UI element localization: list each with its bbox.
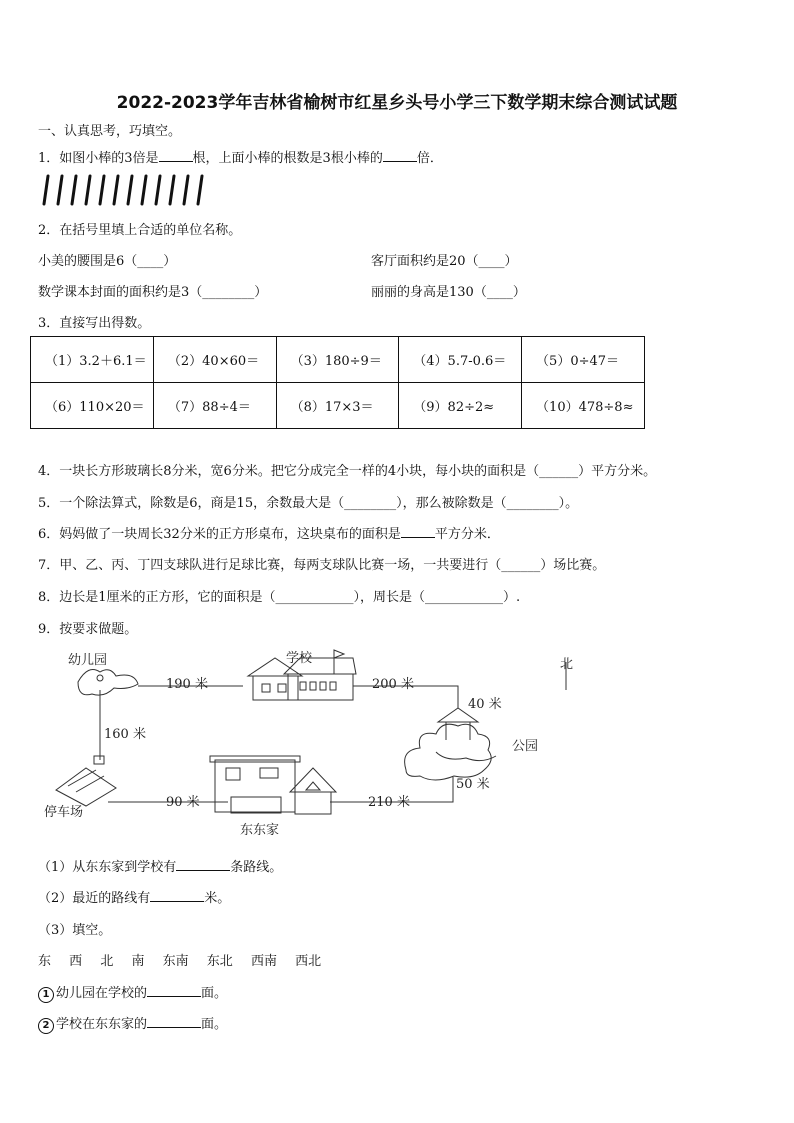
q9-sub2 [38,887,230,906]
question-3-stem: 3．直接写出得数。 [38,316,151,331]
q9-sub1-text-a: （1）从东东家到学校有 [38,860,177,875]
q2-item: 数学课本封面的面积约是3（________） [38,285,268,300]
q1-text-b: 根，上面小棒的根数是3根小棒的 [192,151,383,166]
circled-number-1: 1 [38,987,54,1003]
label-d210: 210 米 [368,795,410,810]
q9-sub1-blank[interactable] [176,859,230,871]
q9-sub2-text-a: （2）最近的路线有 [38,891,151,906]
calc-cell: （3）180÷9＝ [276,337,399,383]
label-kindergarten: 幼儿园 [68,653,108,668]
direction-word: 西 [69,954,83,969]
fill2-blank[interactable] [147,1016,201,1028]
calc-table [30,336,645,429]
stick [114,176,118,204]
label-d200: 200 米 [372,677,414,692]
q9-sub1 [38,856,282,875]
q6-text-a: 6．妈妈做了一块周长32分米的正方形桌布，这块桌布的面积是 [38,527,401,542]
question-5: 5．一个除法算式，除数是6，商是15，余数最大是（________），那么被除数是（________）。 [38,496,579,511]
calc-cell: （4）5.7-0.6＝ [399,337,522,383]
direction-word: 北 [100,954,114,969]
kindergarten-icon [78,670,138,702]
fill2-text-b: 面。 [201,1017,228,1032]
q6-text-b: 平方分米． [434,527,500,542]
stick [156,176,160,204]
fill2-text-a: 学校在东东家的 [56,1017,148,1032]
calc-cell: （9）82÷2≈ [399,383,522,429]
stick [86,176,90,204]
question-4: 4．一块长方形玻璃长8分米，宽6分米。把它分成完全一样的4小块，每小块的面积是（______）平方分米。 [38,464,657,479]
direction-word: 东 [38,954,52,969]
q9-sub2-text-b: 米。 [204,891,231,906]
calc-cell: （10）478÷8≈ [522,383,645,429]
stick [128,176,132,204]
label-school: 学校 [286,651,313,666]
direction-word: 西北 [295,954,322,969]
stick [58,176,62,204]
fill1-blank[interactable] [147,985,201,997]
q6-blank[interactable] [401,526,435,538]
label-d40: 40 米 [468,697,502,712]
question-1 [38,147,443,166]
q2-item: 丽丽的身高是130（____） [371,285,526,300]
calc-cell: （2）40×60＝ [153,337,276,383]
question-2-stem: 2．在括号里填上合适的单位名称。 [38,223,242,238]
q1-blank-2[interactable] [383,150,417,162]
stick [184,176,188,204]
stick [170,176,174,204]
page-title: 2022-2023学年吉林省榆树市红星乡头号小学三下数学期末综合测试试题 [116,93,678,113]
direction-words [38,950,335,969]
label-north: 北 [560,657,574,672]
fill1-text-b: 面。 [201,986,228,1001]
label-d50: 50 米 [456,777,490,792]
q9-sub2-blank[interactable] [150,890,204,902]
stick [72,176,76,204]
direction-word: 东北 [206,954,233,969]
direction-word: 东南 [162,954,189,969]
label-d190: 190 米 [166,677,208,692]
parking-icon [56,756,116,806]
table-row [31,337,645,383]
label-park: 公园 [512,739,539,754]
question-7: 7．甲、乙、丙、丁四支球队进行足球比赛，每两支球队比赛一场，一共要进行（______）场比赛。 [38,558,606,573]
q9-sub1-text-b: 条路线。 [230,860,283,875]
q2-item: 客厅面积约是20（____） [371,254,518,269]
calc-cell: （7）88÷4＝ [153,383,276,429]
label-parking: 停车场 [44,805,84,820]
direction-word: 南 [131,954,145,969]
calc-cell: （6）110×20＝ [31,383,154,429]
question-9-stem: 9．按要求做题。 [38,622,138,637]
stick [198,176,202,204]
q1-text-c: 倍． [416,151,443,166]
calc-cell: （8）17×3＝ [276,383,399,429]
stick [142,176,146,204]
calc-cell: （1）3.2＋6.1＝ [31,337,154,383]
route-map [38,642,598,842]
stick [44,176,48,204]
park-icon [405,702,496,780]
section-heading: 一、认真思考，巧填空。 [38,124,182,139]
q1-text-a: 1．如图小棒的3倍是 [38,151,159,166]
label-home: 东东家 [240,823,280,838]
question-8: 8．边长是1厘米的正方形，它的面积是（____________），周长是（____________）. [38,590,521,605]
q9-fill-1 [38,982,227,1003]
sticks-figure [38,174,208,206]
stick [100,176,104,204]
circled-number-2: 2 [38,1018,54,1034]
q9-fill-2 [38,1013,227,1034]
direction-word: 西南 [250,954,277,969]
label-d160: 160 米 [104,727,146,742]
table-row [31,383,645,429]
q9-sub3: （3）填空。 [38,923,112,938]
fill1-text-a: 幼儿园在学校的 [56,986,148,1001]
question-6 [38,523,500,542]
calc-cell: （5）0÷47＝ [522,337,645,383]
q2-item: 小美的腰围是6（____） [38,254,177,269]
home-icon [210,756,336,814]
label-d90: 90 米 [166,795,200,810]
q1-blank-1[interactable] [159,150,193,162]
